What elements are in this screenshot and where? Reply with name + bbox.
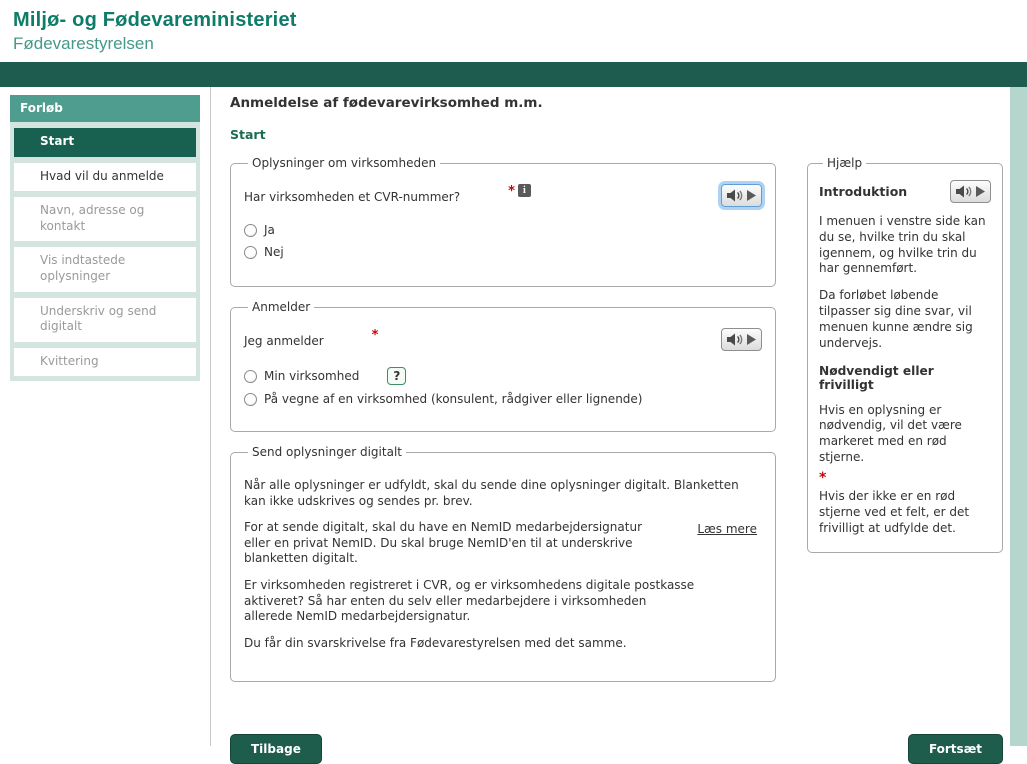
help-paragraph-3: Hvis en oplysning er nødvendig, vil det være markeret med en rød stjerne. — [819, 402, 962, 465]
send-digital-legend: Send oplysninger digitalt — [252, 445, 402, 459]
speaker-icon — [727, 189, 744, 202]
help-fieldset — [807, 156, 1003, 553]
digital-paragraph-4: Du får din svarskrivelse fra Fødevarestyrelsen med det samme. — [244, 635, 627, 650]
radio-paa-vegne[interactable] — [244, 393, 257, 406]
back-button[interactable]: Tilbage — [230, 734, 322, 764]
reporter-option-min-virksomhed[interactable] — [244, 367, 762, 385]
required-star: * — [371, 328, 379, 343]
company-info-fieldset — [230, 156, 776, 287]
reporter-question-label: Jeg anmelder — [244, 334, 324, 348]
sidebar-item-navn-adresse-kontakt: Navn, adresse og kontakt — [14, 197, 196, 241]
speaker-icon — [956, 185, 973, 198]
sidebar-item-vis-indtastede: Vis indtastede oplysninger — [14, 247, 196, 291]
continue-button[interactable]: Fortsæt — [908, 734, 1003, 764]
sidebar-item-hvad-vil-du-anmelde[interactable]: Hvad vil du anmelde — [14, 163, 196, 192]
company-info-legend: Oplysninger om virksomheden — [252, 156, 437, 170]
send-digital-fieldset — [230, 445, 776, 682]
site-header — [0, 0, 1027, 62]
required-star-example: * — [819, 469, 827, 486]
sidebar-item-kvittering: Kvittering — [14, 348, 196, 377]
play-icon — [976, 186, 985, 197]
question-mark-help-button[interactable]: ? — [387, 367, 406, 385]
sidebar-content-divider — [210, 87, 211, 746]
laes-mere-link[interactable]: Læs mere — [697, 522, 757, 537]
reporter-fieldset — [230, 300, 776, 432]
digital-paragraph-1: Når alle oplysninger er udfyldt, skal du sende dine oplysninger digitalt. Blanketten kan ikke udskrives og sendes pr. brev. — [244, 478, 739, 508]
top-green-bar — [0, 62, 1027, 87]
ministry-logo-text: Miljø- og Fødevareministeriet — [13, 9, 297, 31]
reporter-legend: Anmelder — [252, 300, 311, 314]
radio-min-virksomhed-label[interactable]: Min virksomhed — [264, 368, 360, 383]
read-aloud-button[interactable] — [950, 180, 991, 203]
right-background-strip — [1010, 87, 1027, 746]
agency-logo-text: Fødevarestyrelsen — [13, 34, 154, 53]
step-title: Start — [230, 127, 266, 142]
help-legend: Hjælp — [827, 156, 863, 170]
reporter-option-paa-vegne[interactable] — [244, 392, 762, 407]
play-icon — [747, 334, 756, 345]
main-content — [230, 95, 1003, 764]
page-body — [0, 87, 1027, 757]
radio-min-virksomhed[interactable] — [244, 370, 257, 383]
form-column — [230, 156, 776, 682]
help-paragraph-2: Da forløbet løbende tilpasser sig dine svar, vil menuen kunne ændre sig undervejs. — [819, 288, 973, 350]
read-aloud-button[interactable] — [721, 184, 762, 207]
digital-paragraph-3: Er virksomheden registreret i CVR, og er virksomhedens digitale postkasse aktiveret? Så har enten du selv eller medarbejdere i virksomheden allerede NemID medarbejdersignatur. — [244, 577, 695, 624]
radio-nej-label[interactable]: Nej — [264, 245, 284, 259]
sidebar-item-start[interactable]: Start — [14, 128, 196, 157]
play-icon — [747, 190, 756, 201]
help-heading: Introduktion — [819, 184, 908, 199]
progress-sidebar — [10, 95, 200, 381]
sidebar-title: Forløb — [10, 95, 200, 122]
sidebar-item-underskriv-send: Underskriv og send digitalt — [14, 298, 196, 342]
help-paragraph-4: Hvis der ikke er en rød stjerne ved et felt, er det frivilligt at udfylde det. — [819, 488, 970, 535]
info-icon[interactable]: i — [518, 184, 531, 197]
digital-paragraph-2: For at sende digitalt, skal du have en NemID medarbejdersignatur eller en privat NemID. Du skal bruge NemID'en til at underskrive blanketten digitalt. — [244, 520, 643, 566]
cvr-question-label: Har virksomheden et CVR-nummer? — [244, 190, 461, 204]
required-star: * — [508, 184, 515, 199]
navigation-buttons — [230, 734, 1003, 764]
cvr-option-nej[interactable] — [244, 245, 762, 260]
read-aloud-button[interactable] — [721, 328, 762, 351]
help-paragraph-1: I menuen i venstre side kan du se, hvilke trin du skal igennem, og hvilke trin du har gennemført. — [819, 214, 986, 276]
radio-nej[interactable] — [244, 246, 257, 259]
page-title: Anmeldelse af fødevarevirksomhed m.m. — [230, 95, 543, 111]
cvr-option-ja[interactable] — [244, 223, 762, 238]
help-subheading: Nødvendigt eller frivilligt — [819, 363, 934, 392]
radio-ja-label[interactable]: Ja — [264, 223, 275, 237]
speaker-icon — [727, 333, 744, 346]
help-column — [807, 156, 1003, 553]
radio-ja[interactable] — [244, 224, 257, 237]
radio-paa-vegne-label[interactable]: På vegne af en virksomhed (konsulent, rådgiver eller lignende) — [264, 392, 643, 406]
